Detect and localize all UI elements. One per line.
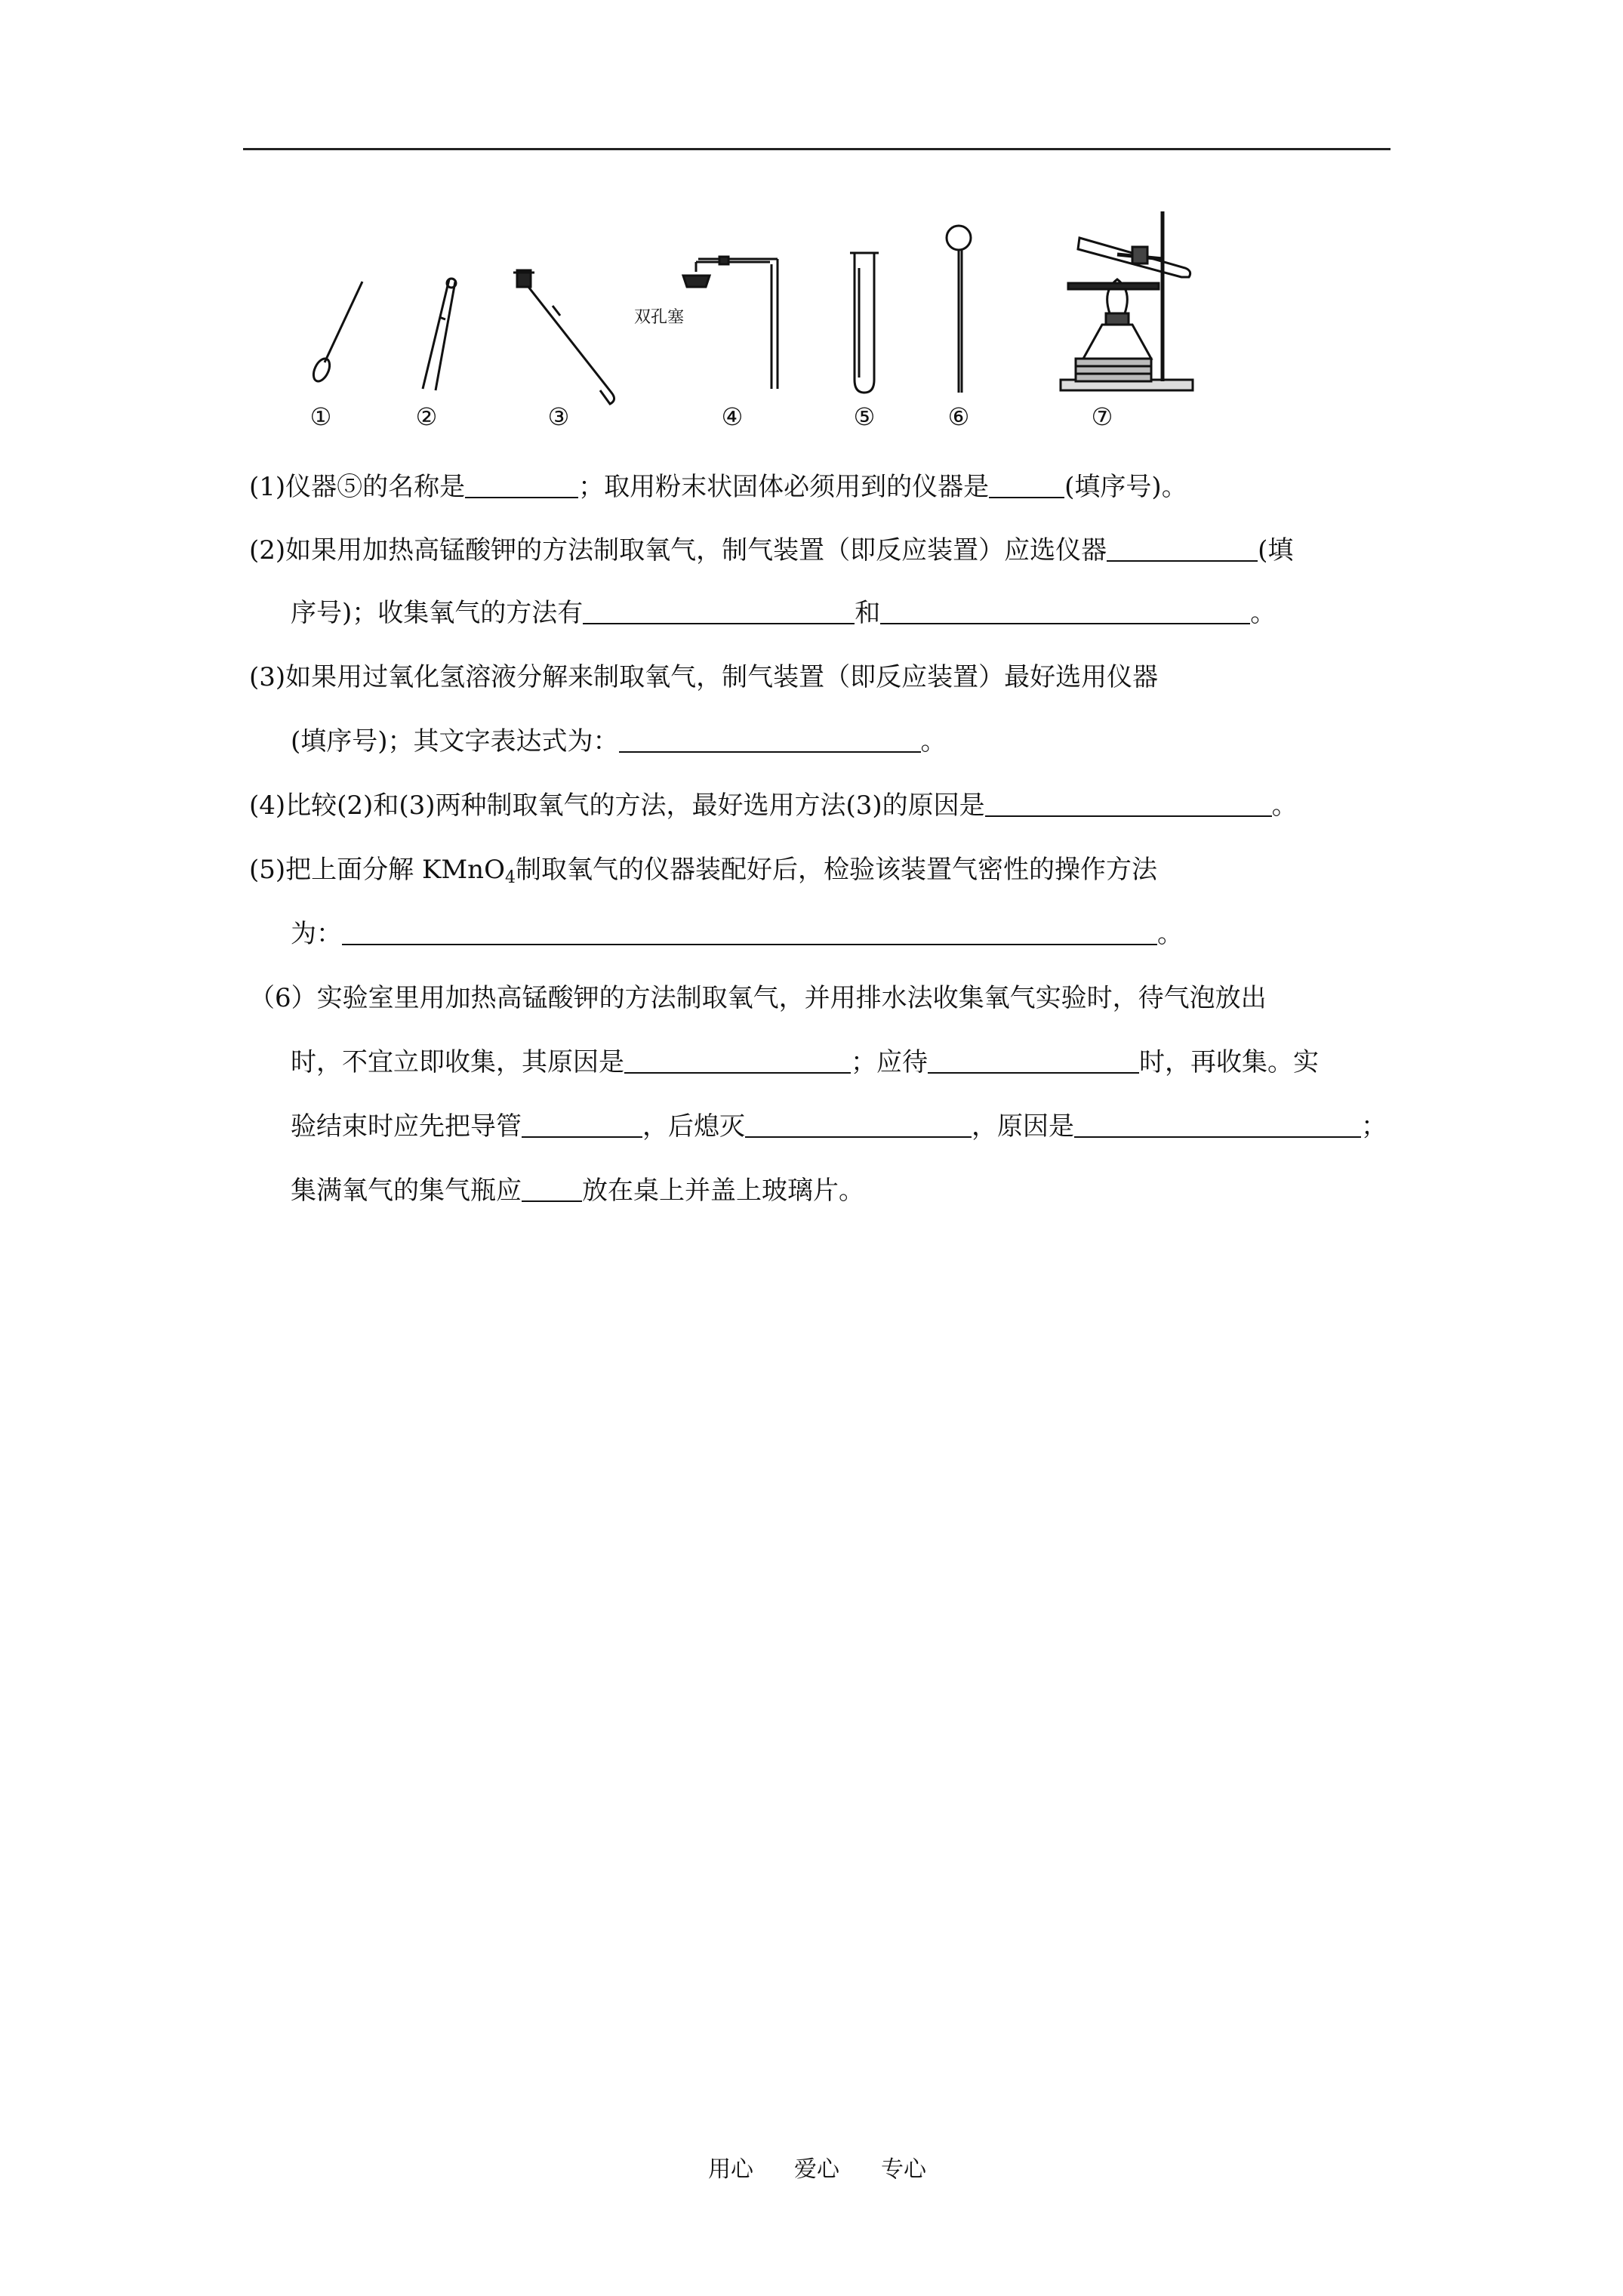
- footer-text-3: 专心: [881, 2156, 926, 2183]
- answer-blank[interactable]: [522, 1178, 582, 1202]
- question-6-line-3: 验结束时应先把导管 ，后熄灭 ，原因是 ；: [291, 1111, 1387, 1142]
- stopper-caption: 双孔塞: [634, 308, 685, 327]
- medicine-spoon-drawing: [310, 282, 362, 384]
- answer-blank[interactable]: [342, 921, 1157, 945]
- label-5: ⑤: [853, 402, 876, 431]
- answer-blank[interactable]: [985, 793, 1272, 817]
- question-1: (1)仪器⑤的名称是 ；取用粉末状固体必须用到的仪器是 (填序号)。: [249, 472, 1187, 502]
- apparatus-figure: [279, 193, 1261, 442]
- footer-text-2: 爱心: [794, 2156, 839, 2183]
- answer-blank[interactable]: [522, 1114, 642, 1138]
- answer-blank[interactable]: [745, 1114, 972, 1138]
- answer-blank[interactable]: [619, 729, 921, 753]
- question-5-line-1: (5)把上面分解 KMnO$_4$制取氧气的仪器装配好后，检验该装置气密性的操作方法: [249, 855, 1157, 887]
- bent-tube-drawing: [513, 270, 614, 404]
- footer-text-1: 用心: [708, 2156, 753, 2183]
- answer-blank[interactable]: [583, 600, 855, 624]
- question-3-line-1: (3)如果用过氧化氢溶液分解来制取氧气，制气装置（即反应装置）最好选用仪器: [249, 662, 1159, 692]
- label-2: ②: [415, 402, 438, 431]
- question-6-line-4: 集满氧气的集气瓶应 放在桌上并盖上玻璃片。: [291, 1176, 864, 1206]
- tongs-drawing: [423, 279, 456, 390]
- label-4: ④: [721, 402, 744, 431]
- question-5-line-2: 为： 。: [291, 919, 1183, 949]
- test-tube-drawing: [850, 253, 879, 393]
- label-1: ①: [310, 402, 332, 431]
- label-6: ⑥: [947, 402, 970, 431]
- question-2-line-1: (2)如果用加热高锰酸钾的方法制取氧气，制气装置（即反应装置）应选仪器 (填: [249, 535, 1294, 566]
- answer-blank[interactable]: [1074, 1114, 1361, 1138]
- label-7: ⑦: [1091, 402, 1113, 431]
- answer-blank[interactable]: [624, 1049, 851, 1074]
- answer-blank[interactable]: [928, 1049, 1139, 1074]
- question-4: (4)比较(2)和(3)两种制取氧气的方法，最好选用方法(3)的原因是 。: [249, 791, 1298, 821]
- question-3-line-2: (填序号)；其文字表达式为： 。: [291, 726, 947, 757]
- question-6-line-1: （6）实验室里用加热高锰酸钾的方法制取氧气，并用排水法收集氧气实验时，待气泡放出: [249, 983, 1267, 1013]
- answer-blank[interactable]: [1107, 538, 1258, 562]
- iron-stand-drawing: [1061, 211, 1193, 390]
- funnel-stem-drawing: [947, 226, 971, 393]
- label-3: ③: [547, 402, 570, 431]
- question-6-line-2: 时，不宜立即收集，其原因是 ；应待 时，再收集。实: [291, 1047, 1319, 1077]
- question-2-line-2: 序号)；收集氧气的方法有 和 。: [291, 598, 1277, 628]
- answer-blank[interactable]: [880, 600, 1250, 624]
- answer-blank[interactable]: [465, 474, 578, 498]
- double-hole-stopper-drawing: [683, 257, 778, 389]
- answer-blank[interactable]: [989, 474, 1064, 498]
- header-rule: [243, 148, 1390, 150]
